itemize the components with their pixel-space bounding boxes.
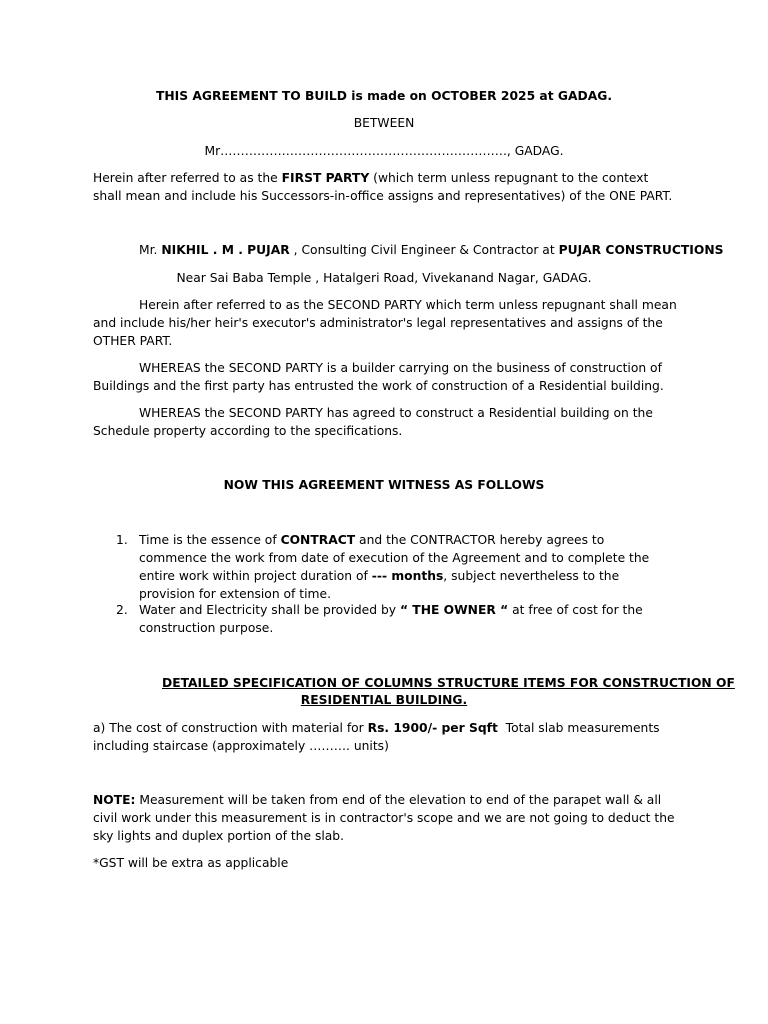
second-party-name-line bbox=[139, 241, 723, 259]
clause-text bbox=[139, 531, 674, 603]
clause-text-part: Water and Electricity shall be provided by bbox=[139, 603, 400, 617]
cost-clause bbox=[93, 719, 678, 755]
note-text: Measurement will be taken from end of the elevation to end of the parapet wall & all civil work under this measurement is in contractor's scope and we are not going to deduct the sky lights and duplex portion of the slab. bbox=[93, 793, 675, 843]
clause-contract-term: CONTRACT bbox=[280, 533, 356, 547]
agreement-title: THIS AGREEMENT TO BUILD is made on OCTOBER 2025 at GADAG. bbox=[156, 89, 612, 103]
between-label: BETWEEN bbox=[353, 116, 415, 130]
clause-text-part: Time is the essence of bbox=[139, 533, 281, 547]
whereas-clause-2: WHEREAS the SECOND PARTY has agreed to construct a Residential building on the Schedule property according to the specifications. bbox=[93, 406, 653, 438]
clause-number: 2. bbox=[116, 603, 128, 617]
second-party-role: , Consulting Civil Engineer & Contractor at bbox=[289, 243, 559, 257]
first-party-desc-suffix: (which term unless repugnant to the context shall mean and include his Successors-in-office assigns and representatives) of the ONE PART. bbox=[93, 171, 673, 203]
cost-rate: Rs. 1900/- per Sqft bbox=[367, 721, 498, 735]
clause-owner-term: “ THE OWNER “ bbox=[399, 603, 509, 617]
clause-text-part: and the CONTRACTOR hereby agrees to commence the work from date of execution of the Agreement and to complete the entire work within project duration of bbox=[139, 533, 650, 583]
note-label: NOTE: bbox=[93, 793, 136, 807]
first-party-label: FIRST PARTY bbox=[281, 171, 370, 185]
second-party-prefix: Mr. bbox=[139, 243, 162, 257]
clause-duration: --- months bbox=[371, 569, 444, 583]
cost-clause-suffix: Total slab measurements including staircase (approximately ………. units) bbox=[93, 721, 664, 753]
clause-number: 1. bbox=[116, 533, 128, 547]
note-paragraph bbox=[93, 791, 678, 845]
first-party-name-line: Mr……………………………………………………………., GADAG. bbox=[204, 144, 564, 158]
second-party-address: Near Sai Baba Temple , Hatalgeri Road, Vivekanand Nagar, GADAG. bbox=[176, 271, 592, 285]
spec-heading-line-2: RESIDENTIAL BUILDING. bbox=[300, 693, 468, 707]
whereas-clause-1: WHEREAS the SECOND PARTY is a builder carrying on the business of construction of Buildings and the first party has entrusted the work of construction of a Residential building. bbox=[93, 361, 664, 393]
second-party-description: Herein after referred to as the SECOND PARTY which term unless repugnant shall mean and include his/her heir's executor's administrator's legal representatives and assigns of the OTHER PART. bbox=[93, 298, 677, 348]
second-party-name: NIKHIL . M . PUJAR bbox=[161, 243, 290, 257]
cost-clause-prefix: a) The cost of construction with material for bbox=[93, 721, 368, 735]
spec-heading-line-1: DETAILED SPECIFICATION OF COLUMNS STRUCTURE ITEMS FOR CONSTRUCTION OF bbox=[162, 676, 735, 690]
gst-note: *GST will be extra as applicable bbox=[93, 856, 289, 870]
second-party-company: PUJAR CONSTRUCTIONS bbox=[558, 243, 724, 257]
clause-text-part: , subject nevertheless to the provision for extension of time. bbox=[139, 569, 620, 601]
clause-text bbox=[139, 601, 674, 637]
first-party-description bbox=[93, 169, 678, 205]
first-party-desc-prefix: Herein after referred to as the bbox=[93, 171, 282, 185]
clause-text-part: at free of cost for the construction purpose. bbox=[139, 603, 643, 635]
witness-heading: NOW THIS AGREEMENT WITNESS AS FOLLOWS bbox=[223, 478, 545, 492]
